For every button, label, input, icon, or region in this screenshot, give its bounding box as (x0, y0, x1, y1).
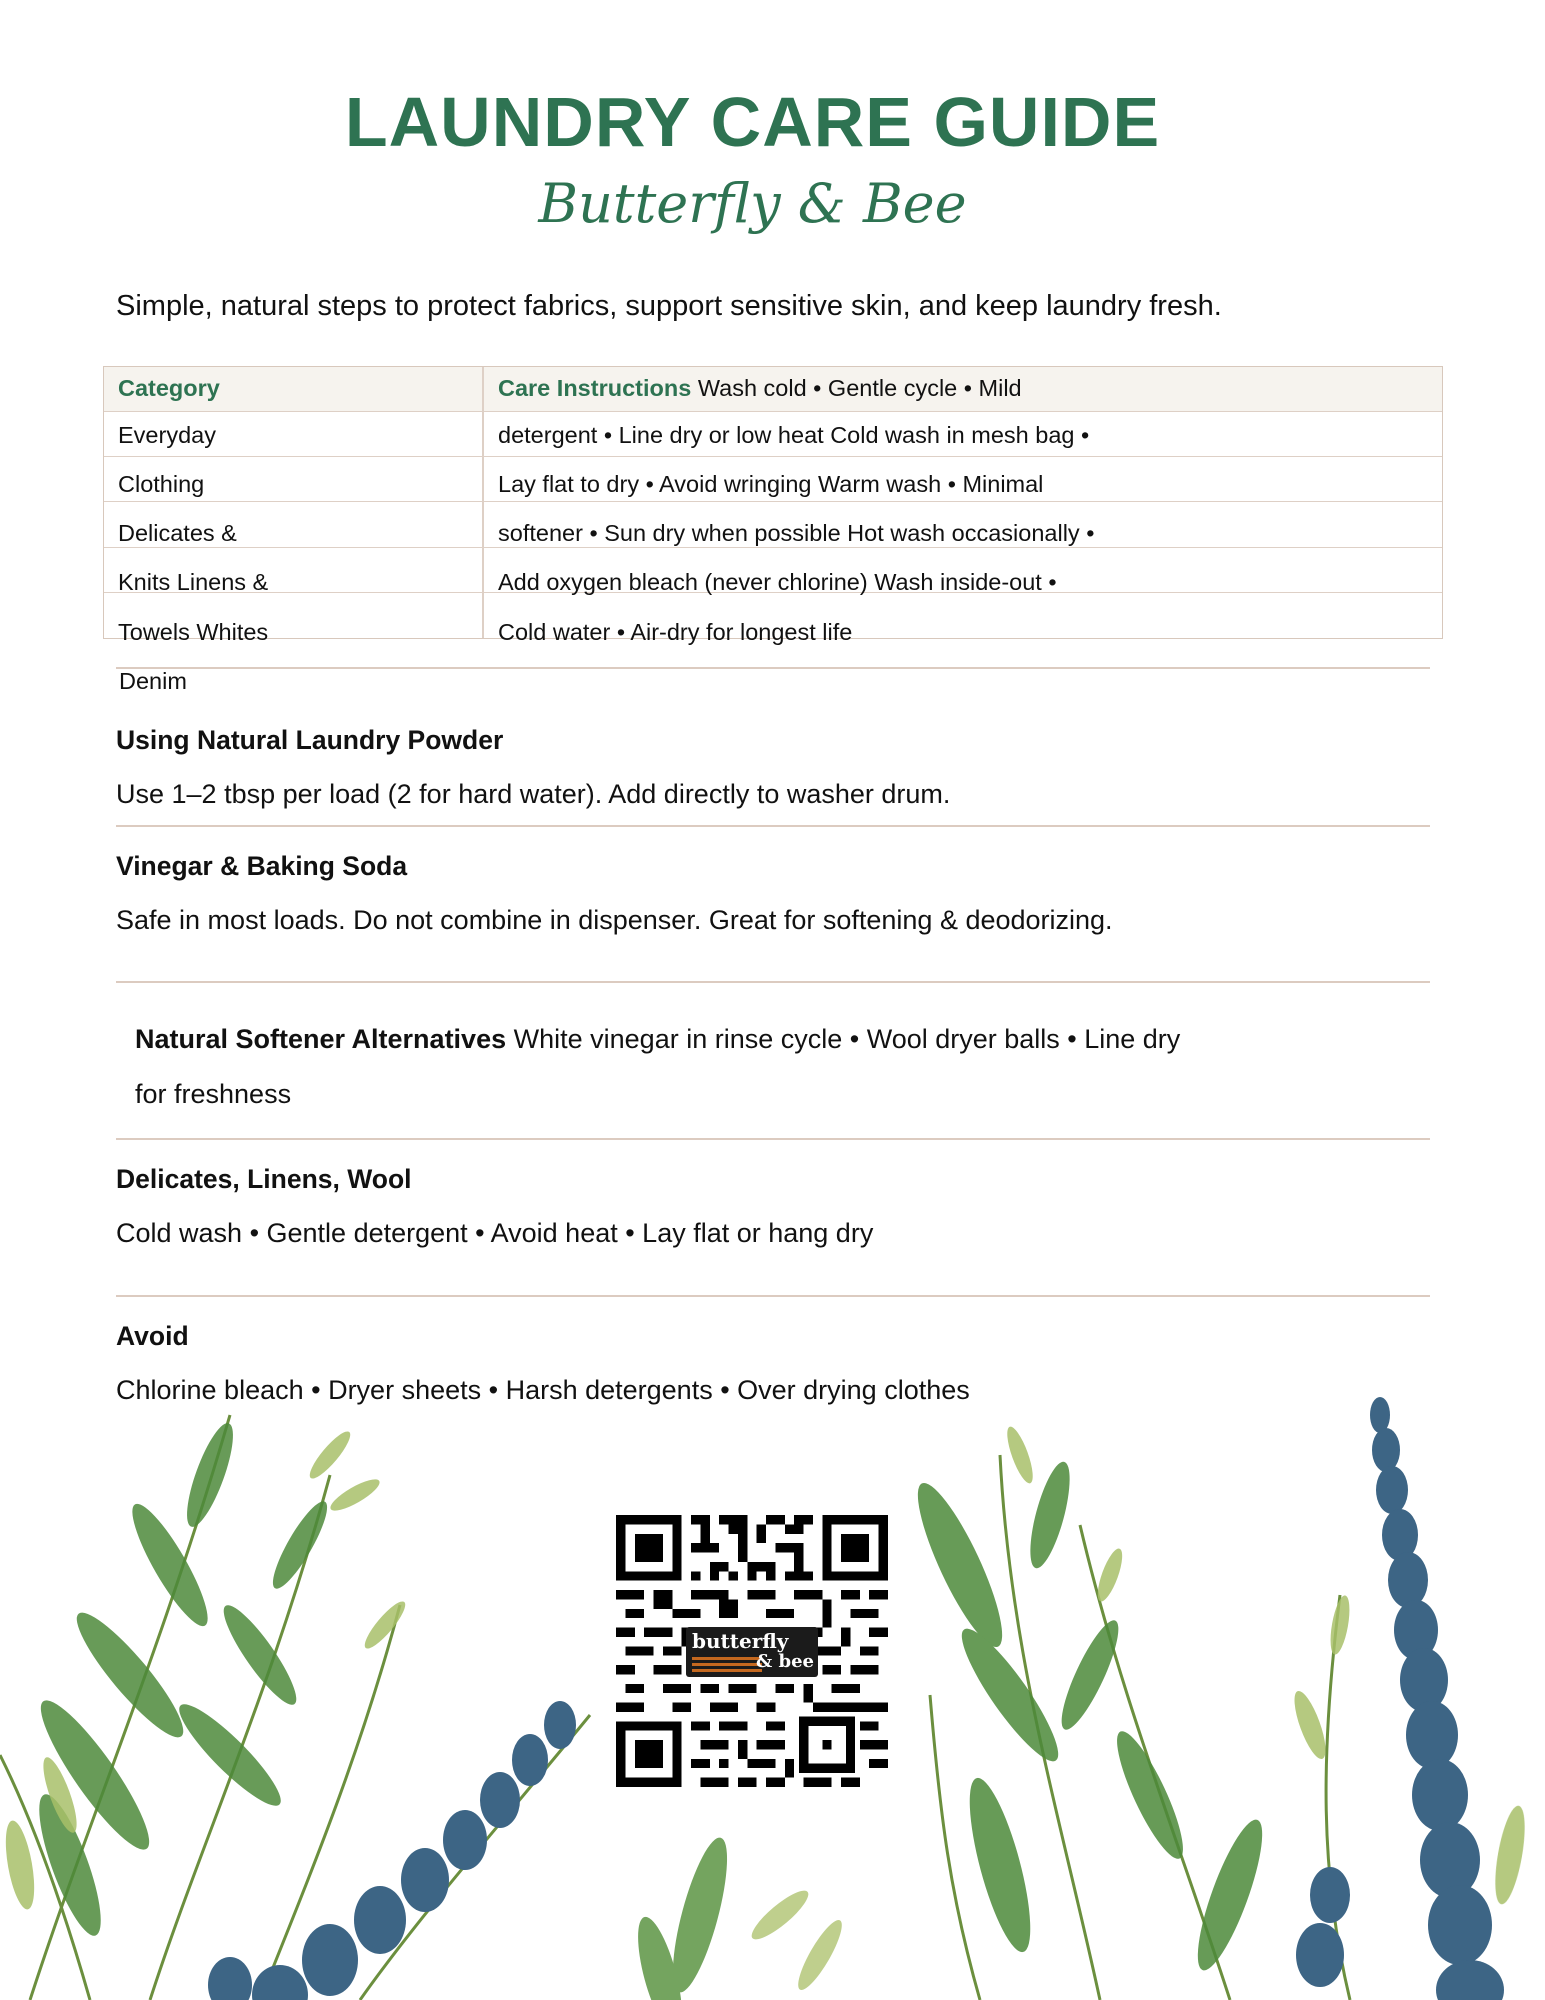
logo-stripe (692, 1663, 762, 1666)
table-header-instructions (498, 375, 1022, 402)
logo-stripe (692, 1669, 762, 1672)
section-heading-delicates: Delicates, Linens, Wool (116, 1164, 412, 1194)
table-cell-instructions: Cold water • Air-dry for longest life (498, 619, 853, 645)
section-heading-softener: Natural Softener Alternatives (135, 1024, 507, 1054)
table-cell-category: Knits Linens & (118, 569, 269, 595)
table-cell-instructions: softener • Sun dry when possible Hot wash occasionally • (498, 520, 1095, 546)
table-cell-instructions: Add oxygen bleach (never chlorine) Wash inside-out • (498, 569, 1057, 595)
care-table (103, 366, 1443, 645)
table-cell-category-overflow: Denim (119, 668, 187, 694)
logo-stripe (692, 1657, 762, 1660)
page-title: LAUNDRY CARE GUIDE (344, 83, 1161, 161)
intro-text: Simple, natural steps to protect fabrics, support sensitive skin, and keep laundry fresh. (116, 290, 1222, 322)
divider (116, 667, 1430, 669)
section-softener (135, 1024, 1180, 1055)
table-cell-category: Everyday (118, 422, 216, 448)
table-cell-instructions: Wash cold • Gentle cycle • Mild (697, 375, 1022, 401)
table-cell-category: Clothing (118, 471, 205, 497)
divider (116, 981, 1430, 983)
section-heading-avoid: Avoid (116, 1321, 189, 1351)
brand-script: Butterfly & Bee (538, 172, 967, 235)
divider (116, 1295, 1430, 1297)
column-divider (482, 367, 484, 638)
logo-text-bee: & bee (756, 1651, 815, 1672)
section-heading-powder: Using Natural Laundry Powder (116, 725, 504, 755)
section-body-softener-line2: for freshness (135, 1079, 292, 1109)
table-header-category: Category (118, 375, 220, 401)
qr-code[interactable] (616, 1515, 888, 1787)
table-cell-category: Delicates & (118, 520, 237, 546)
logo-text-butterfly: butterfly (692, 1629, 789, 1653)
section-body-softener: White vinegar in rinse cycle • Wool dryer balls • Line dry (513, 1024, 1181, 1054)
care-instructions-label: Care Instructions (498, 375, 692, 401)
section-body-powder: Use 1–2 tbsp per load (2 for hard water). Add directly to washer drum. (116, 779, 951, 809)
section-body-avoid: Chlorine bleach • Dryer sheets • Harsh detergents • Over drying clothes (116, 1375, 970, 1405)
table-cell-instructions: Lay flat to dry • Avoid wringing Warm wash • Minimal (498, 471, 1044, 497)
divider (116, 1138, 1430, 1140)
qr-brand-logo (686, 1627, 818, 1677)
section-body-delicates: Cold wash • Gentle detergent • Avoid heat • Lay flat or hang dry (116, 1218, 874, 1248)
table-cell-category: Towels Whites (118, 619, 269, 645)
table-cell-instructions: detergent • Line dry or low heat Cold wash in mesh bag • (498, 422, 1090, 448)
divider (116, 825, 1430, 827)
section-body-vinegar: Safe in most loads. Do not combine in dispenser. Great for softening & deodorizing. (116, 905, 1113, 935)
section-heading-vinegar: Vinegar & Baking Soda (116, 851, 408, 881)
